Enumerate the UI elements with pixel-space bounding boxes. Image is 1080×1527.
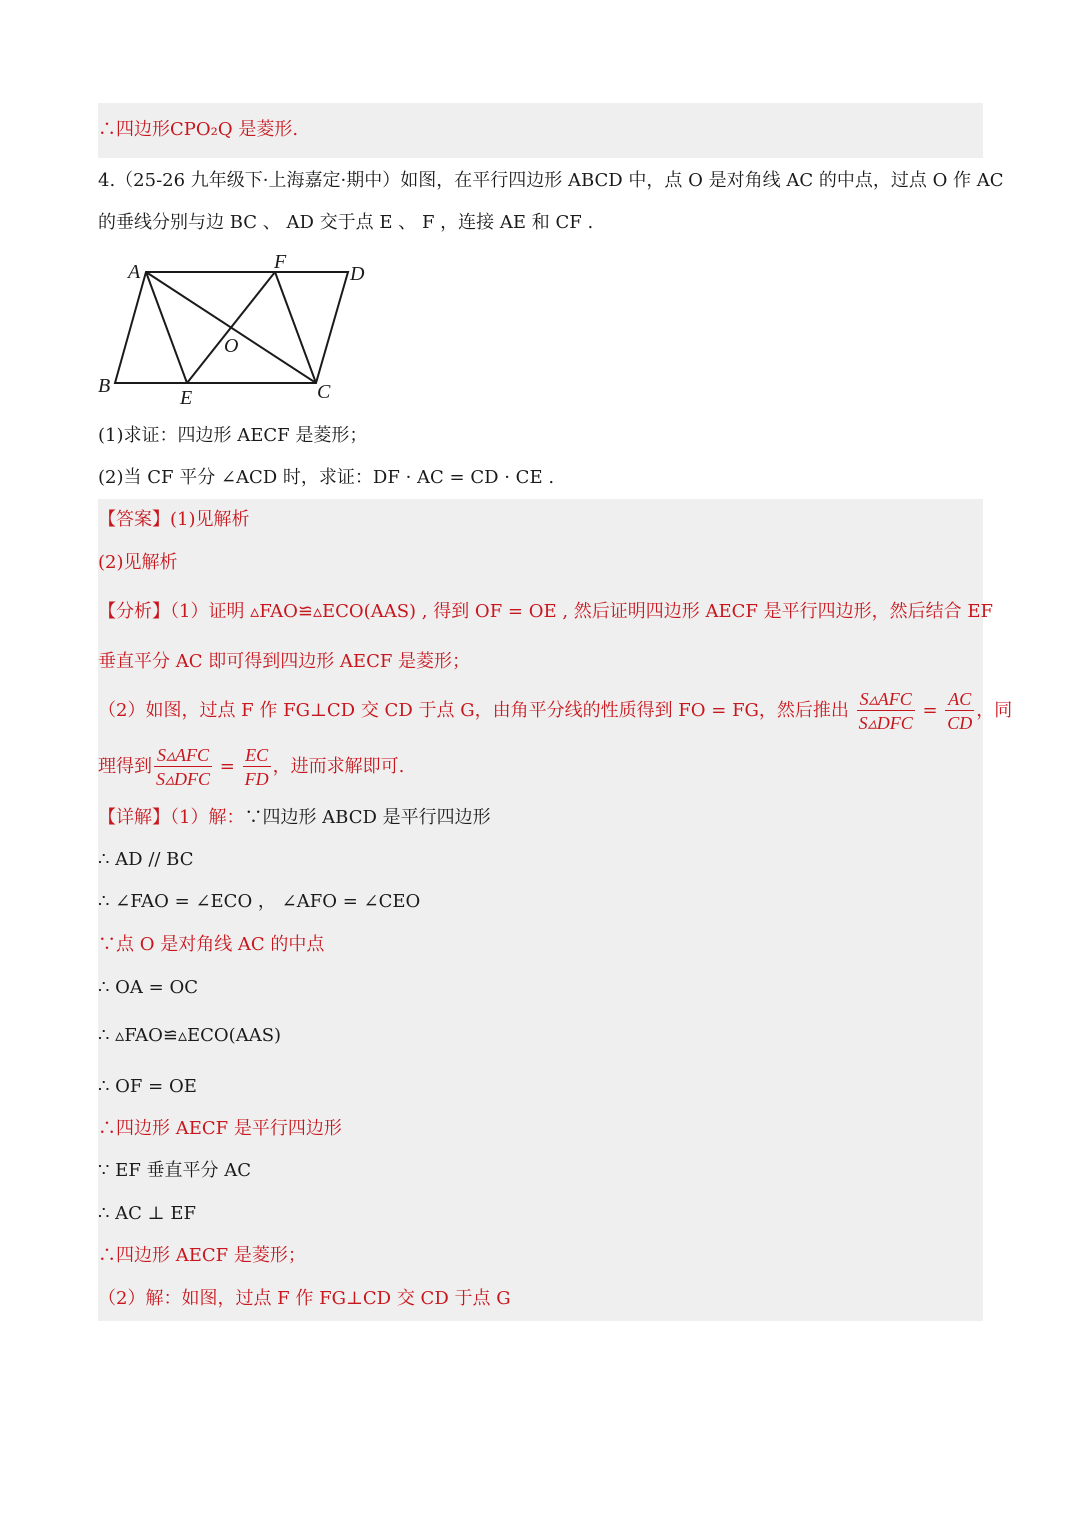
detail-line-10: ∴ AC ⊥ EF — [98, 1203, 196, 1224]
question-line-2: 的垂线分别与边 BC 、 AD 交于点 E 、 F ，连接 AE 和 CF . — [98, 212, 594, 233]
detail-3b: ∠AFO = ∠CEO — [281, 891, 421, 912]
detail-tag: 【详解】 — [98, 807, 170, 828]
detail-line-9: ∵ EF 垂直平分 AC — [98, 1160, 252, 1181]
segment-ef — [187, 272, 275, 383]
equals-sign: = — [219, 756, 235, 777]
label-o: O — [224, 335, 239, 357]
label-d: D — [350, 263, 365, 285]
answer-1-text: (1)见解析 — [170, 509, 250, 530]
analysis-line-3 — [98, 686, 1012, 736]
frac-num: S▵AFC — [857, 690, 915, 711]
answer-line-1 — [98, 508, 250, 532]
label-a: A — [128, 261, 141, 283]
detail-line-6: ∴ ▵FAO≌▵ECO(AAS) — [98, 1025, 282, 1046]
detail-line-8: ∴四边形 AECF 是平行四边形 — [98, 1118, 342, 1139]
detail-line-11: ∴四边形 AECF 是菱形； — [98, 1245, 306, 1266]
analysis-3a: （2）如图，过点 F 作 FG⊥CD 交 CD 于点 G，由角平分线的性质得到 FO = FG，然后推出 — [98, 700, 849, 721]
top-conclusion: ∴四边形CPO₂Q 是菱形. — [98, 119, 299, 140]
analysis-line-1 — [98, 600, 993, 624]
analysis-tag: 【分析】 — [98, 601, 170, 622]
detail-line-2: ∴ AD // BC — [98, 849, 194, 870]
detail-3a: ∴ ∠FAO = ∠ECO ， — [98, 891, 276, 912]
segment-ae — [146, 272, 187, 383]
frac-den: S▵DFC — [156, 769, 211, 789]
analysis-1-text: （1）证明 ▵FAO≌▵ECO(AAS) , 得到 OF = OE , 然后证明四边形 AECF 是平行四边形，然后结合 EF — [170, 601, 993, 622]
equals-sign: = — [922, 700, 938, 721]
frac-num: AC — [945, 690, 974, 711]
part-2: (2)当 CF 平分 ∠ACD 时，求证：DF · AC = CD · CE . — [98, 467, 555, 488]
frac-num: EC — [243, 746, 271, 767]
answer-line-2: (2)见解析 — [98, 552, 178, 573]
label-f: F — [274, 251, 287, 273]
frac-den: S▵DFC — [858, 713, 913, 733]
side-ratio-fraction — [945, 690, 974, 732]
analysis-4b: ，进而求解即可. — [272, 756, 405, 777]
frac-den: FD — [244, 769, 269, 789]
detail-line-3 — [98, 890, 420, 914]
detail-line-5: ∴ OA = OC — [98, 977, 198, 998]
question-line-1: 4.（25-26 九年级下·上海嘉定·期中）如图，在平行四边形 ABCD 中，点 O 是对角线 AC 的中点，过点 O 作 AC — [98, 170, 1004, 191]
analysis-line-4 — [98, 742, 404, 792]
part-1: (1)求证：四边形 AECF 是菱形； — [98, 425, 368, 446]
area-ratio-fraction — [857, 690, 915, 732]
answer-tag: 【答案】 — [98, 509, 170, 530]
detail-line-1 — [98, 806, 491, 830]
analysis-3b: ，同 — [976, 700, 1013, 721]
label-b: B — [98, 375, 111, 397]
parallelogram-figure — [90, 250, 390, 410]
segment-fc — [275, 272, 316, 383]
analysis-4a: 理得到 — [98, 756, 152, 777]
detail-line-4: ∵点 O 是对角线 AC 的中点 — [98, 934, 325, 955]
segment-ratio-fraction — [243, 746, 271, 788]
detail-line-7: ∴ OF = OE — [98, 1076, 197, 1097]
detail-1-red: （1）解： — [170, 807, 245, 828]
analysis-line-2: 垂直平分 AC 即可得到四边形 AECF 是菱形； — [98, 651, 471, 672]
area-ratio-fraction — [154, 746, 212, 788]
frac-num: S▵AFC — [154, 746, 212, 767]
detail-line-12: （2）解：如图，过点 F 作 FG⊥CD 交 CD 于点 G — [98, 1288, 511, 1309]
frac-den: CD — [947, 713, 973, 733]
label-e: E — [180, 387, 193, 409]
label-c: C — [317, 381, 331, 403]
detail-1-text: ∵四边形 ABCD 是平行四边形 — [244, 807, 491, 828]
